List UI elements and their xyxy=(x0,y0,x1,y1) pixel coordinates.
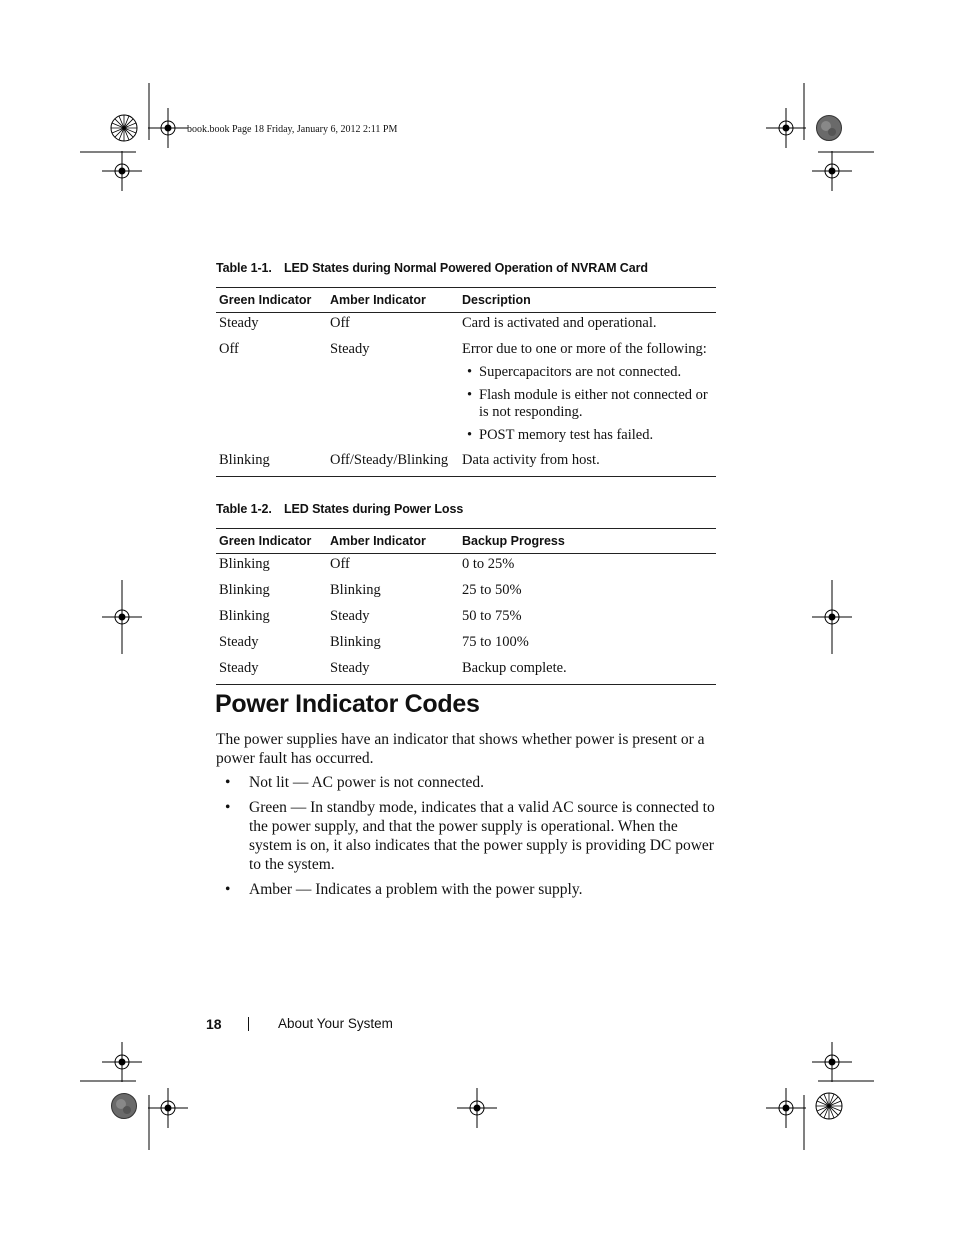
description-lead: Error due to one or more of the following: xyxy=(462,341,707,357)
table2-caption xyxy=(216,502,463,516)
cell-amber: Blinking xyxy=(330,582,381,598)
bullet-glyph: • xyxy=(225,799,231,816)
cell-amber: Off xyxy=(330,315,350,331)
cell-green: Steady xyxy=(219,634,259,650)
cell-description xyxy=(459,339,716,450)
cell-amber: Off/Steady/Blinking xyxy=(330,452,449,468)
cell-progress: 0 to 25% xyxy=(462,556,515,572)
section-heading: Power Indicator Codes xyxy=(215,690,480,718)
table-row xyxy=(216,658,716,685)
cell-amber: Steady xyxy=(330,341,370,357)
list-item: • Supercapacitors are not connected. xyxy=(462,364,716,381)
table-row xyxy=(216,450,716,477)
bullet-glyph: • xyxy=(225,881,231,898)
error-cause-list xyxy=(462,364,716,450)
list-item xyxy=(216,880,716,899)
cell-green: Blinking xyxy=(219,556,270,572)
bullet-glyph: • xyxy=(225,774,231,791)
table1-header-green: Green Indicator xyxy=(216,288,327,313)
cell-amber: Steady xyxy=(330,660,370,676)
list-item-text: Amber — Indicates a problem with the power supply. xyxy=(249,881,583,898)
table2-header-amber: Amber Indicator xyxy=(327,529,459,554)
cell-green: Blinking xyxy=(219,582,270,598)
list-item: • POST memory test has failed. xyxy=(462,427,716,444)
table-row xyxy=(216,313,716,340)
list-item xyxy=(216,798,716,874)
table2-header-backup-progress: Backup Progress xyxy=(459,529,716,554)
table-row xyxy=(216,606,716,632)
print-slug-line: book.book Page 18 Friday, January 6, 2012 2:11 PM xyxy=(187,124,398,135)
table1-number: Table 1-1. xyxy=(216,261,272,275)
cell-progress: 75 to 100% xyxy=(462,634,529,650)
power-indicator-list xyxy=(216,773,716,905)
cell-green: Blinking xyxy=(219,452,270,468)
list-item xyxy=(216,773,716,792)
table-row xyxy=(216,580,716,606)
cell-amber: Steady xyxy=(330,608,370,624)
cell-description: Data activity from host. xyxy=(462,452,600,468)
table1-header-amber: Amber Indicator xyxy=(327,288,459,313)
section-intro-paragraph: The power supplies have an indicator that shows whether power is present or a power fault has occurred. xyxy=(216,731,705,767)
table-row xyxy=(216,339,716,450)
cell-green: Steady xyxy=(219,660,259,676)
cell-progress: 25 to 50% xyxy=(462,582,522,598)
table-row xyxy=(216,632,716,658)
cell-green: Blinking xyxy=(219,608,270,624)
table2-header-green: Green Indicator xyxy=(216,529,327,554)
footer-divider xyxy=(248,1017,249,1031)
list-item-text: Not lit — AC power is not connected. xyxy=(249,774,485,791)
cell-green: Off xyxy=(219,341,239,357)
cell-amber: Blinking xyxy=(330,634,381,650)
table1-header-description: Description xyxy=(459,288,716,313)
cell-description: Card is activated and operational. xyxy=(462,315,657,331)
cell-green: Steady xyxy=(219,315,259,331)
footer-chapter-title: About Your System xyxy=(278,1016,393,1031)
table1-led-normal-operation xyxy=(216,287,716,477)
table1-caption xyxy=(216,261,648,275)
table2-title: LED States during Power Loss xyxy=(284,502,464,516)
cell-progress: 50 to 75% xyxy=(462,608,522,624)
list-item-text: Green — In standby mode, indicates that a valid AC source is connected to the power supply, and that the power supply is operational. When the system is on, it also indicates that the power supply is providing DC power to the system. xyxy=(249,799,715,873)
table-row xyxy=(216,554,716,581)
table2-number: Table 1-2. xyxy=(216,502,272,516)
list-item: • Flash module is either not connected or is not responding. xyxy=(462,387,716,421)
cell-progress: Backup complete. xyxy=(462,660,567,676)
table1-title: LED States during Normal Powered Operation of NVRAM Card xyxy=(284,261,648,275)
page-number: 18 xyxy=(206,1016,222,1032)
table2-led-power-loss xyxy=(216,528,716,685)
cell-amber: Off xyxy=(330,556,350,572)
